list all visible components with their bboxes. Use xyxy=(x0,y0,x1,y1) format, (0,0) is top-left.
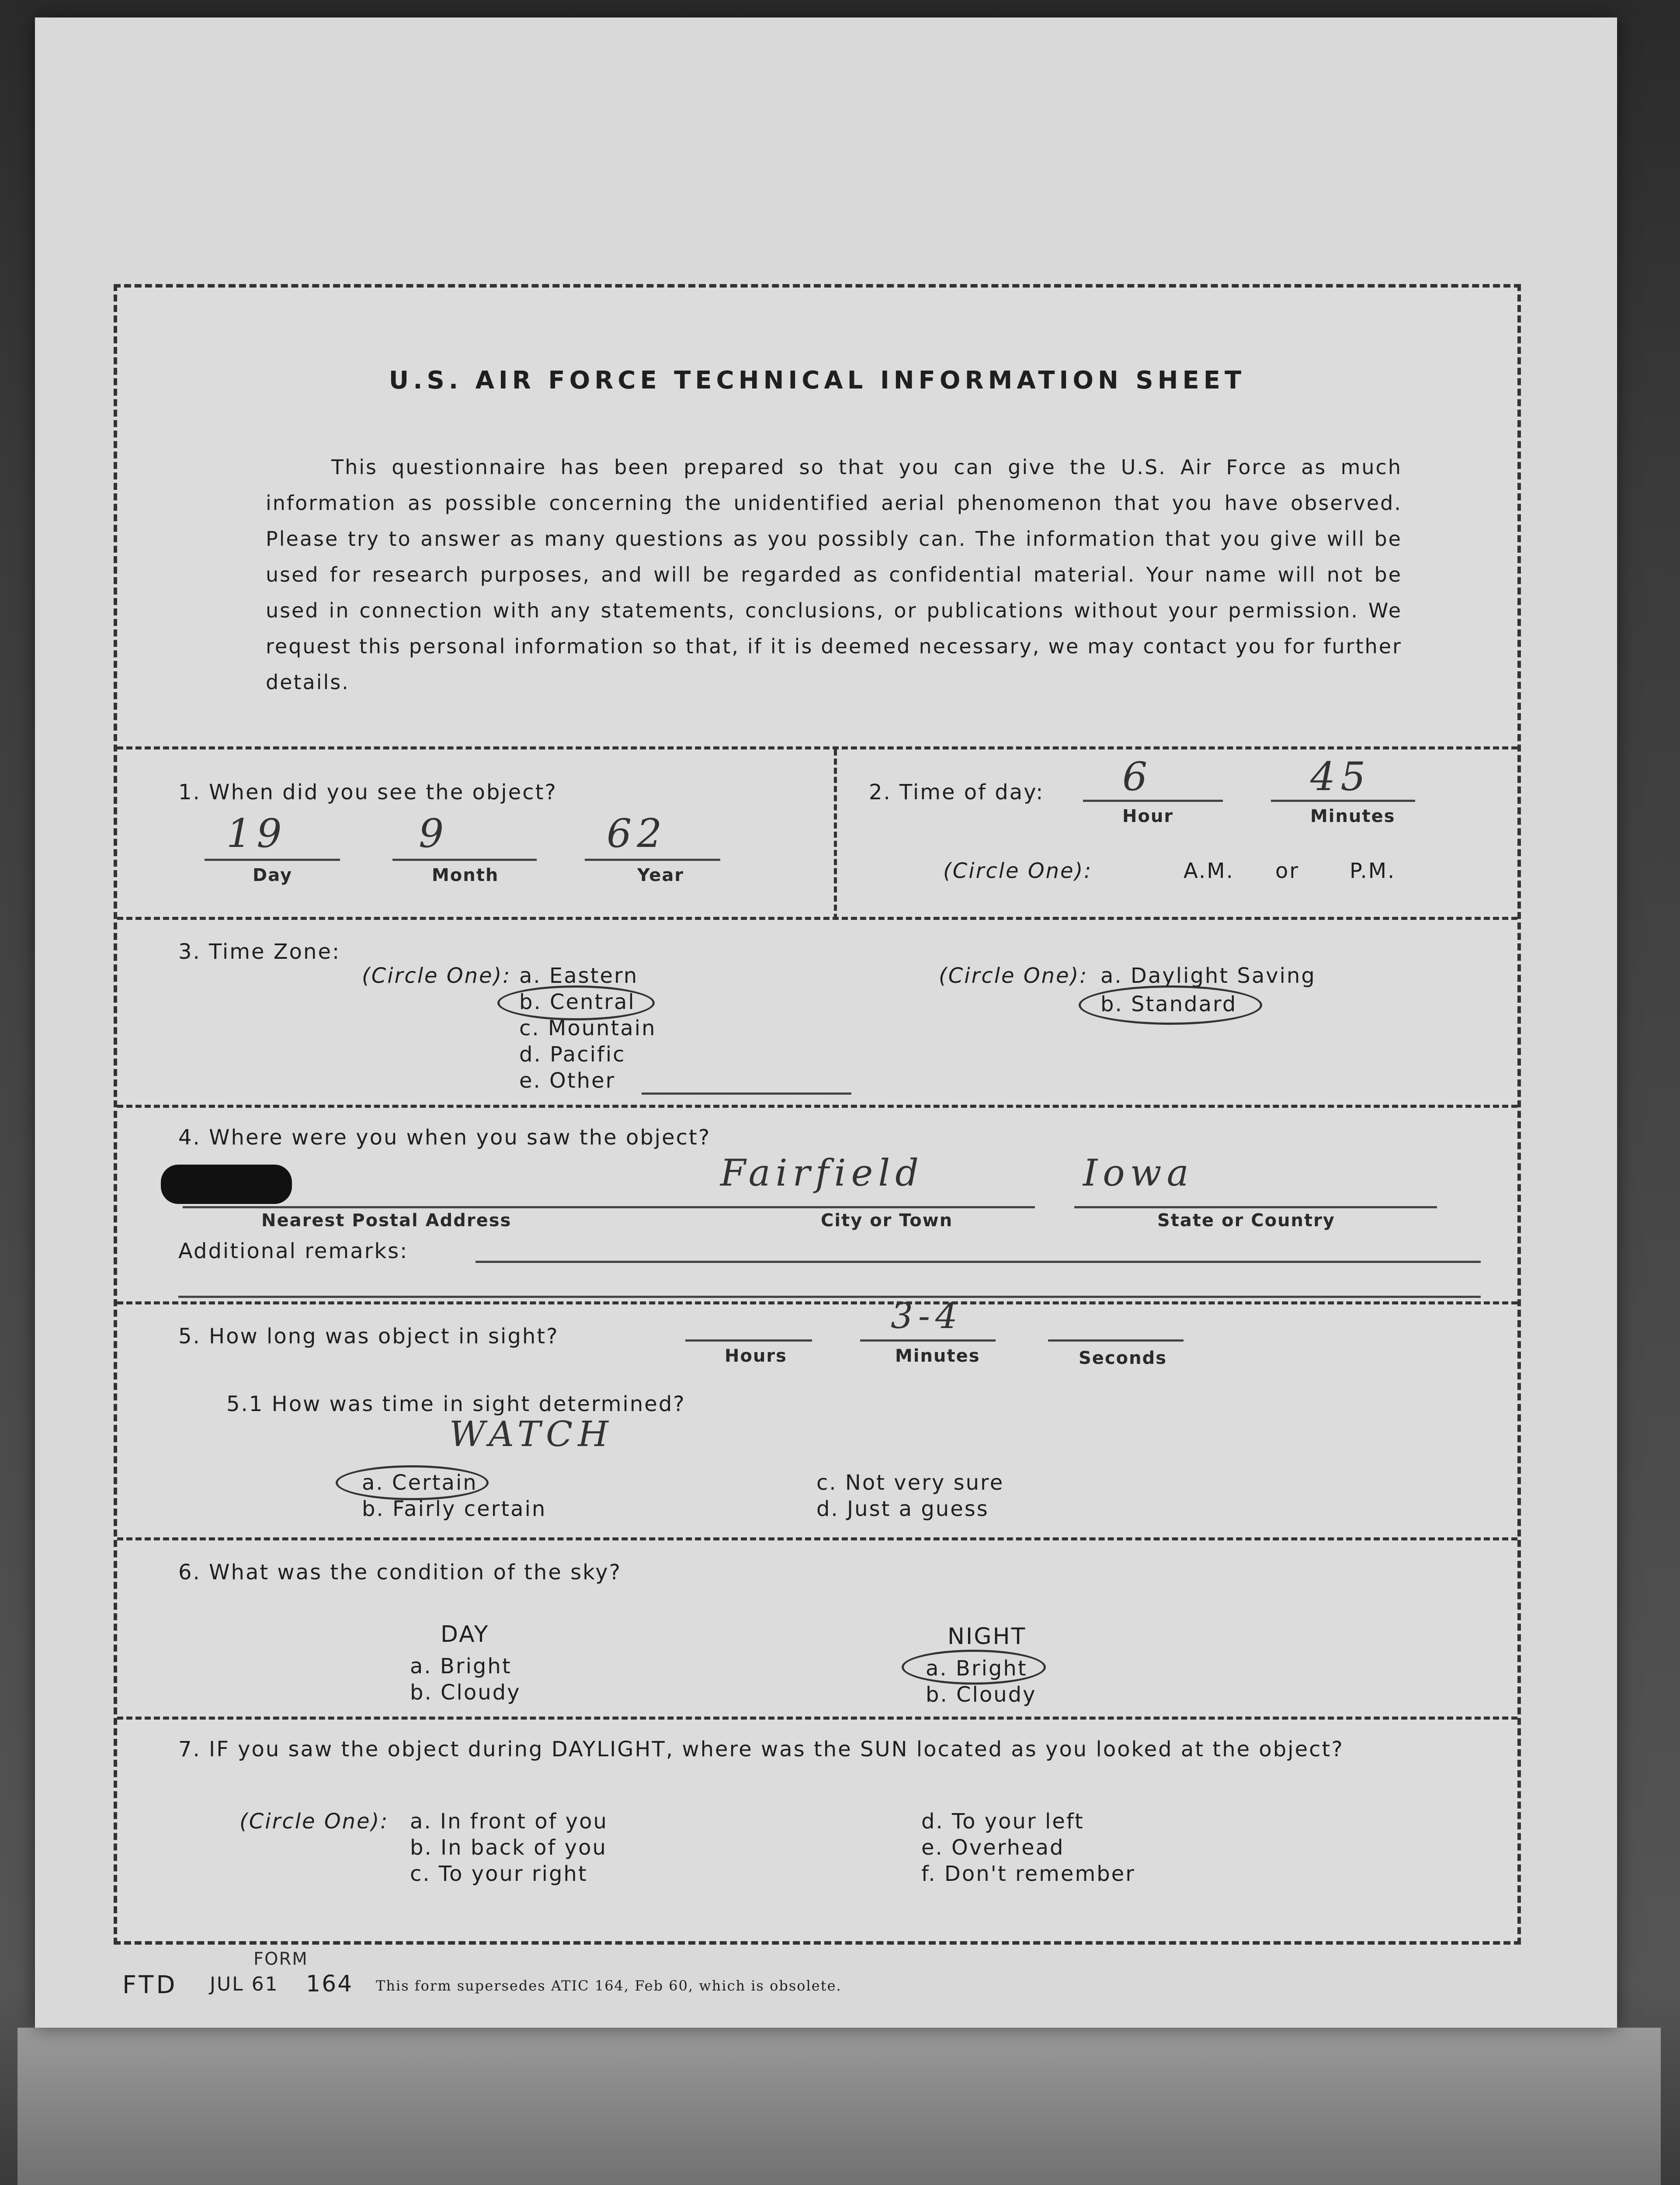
q3-option-daylight-saving: a. Daylight Saving xyxy=(1100,964,1316,988)
q3-dst-circle-one: (Circle One): xyxy=(939,964,1088,988)
q2-or: or xyxy=(1275,859,1300,883)
bright-circled-mark xyxy=(902,1650,1046,1685)
intro-paragraph: This questionnaire has been prepared so that you can give the U.S. Air Force as much information as possible concerning the unidentified aerial phenomenon that you have observed. Please try to answer as many questions as you possibly can. The information that you give will be used for research purposes, and will be regarded as confidential material. Your name will not be used in connection with any statements, conclusions, or publications without your permission. We request this personal information so that, if it is deemed necessary, we may contact you for further details. xyxy=(266,455,1402,694)
scan-lower-area xyxy=(17,2028,1661,2185)
q6-night-option-cloudy: b. Cloudy xyxy=(926,1682,1037,1707)
section-sky-condition xyxy=(117,1537,1517,1717)
section-time-zone xyxy=(117,917,1517,1105)
q6-night-option-bright: a. Bright xyxy=(926,1656,1027,1681)
q4-city-label: City or Town xyxy=(821,1210,953,1231)
footer-note: This form supersedes ATIC 164, Feb 60, which is obsolete. xyxy=(376,1977,842,1994)
q1-day-value: 19 xyxy=(226,811,287,857)
q6-day-option-cloudy: b. Cloudy xyxy=(410,1680,521,1705)
q1-month-label: Month xyxy=(432,865,499,885)
q7-option-left: d. To your left xyxy=(921,1809,1084,1834)
q2-pm: P.M. xyxy=(1350,859,1396,883)
q5-minutes-label: Minutes xyxy=(895,1346,980,1366)
q3-circle-one: (Circle One): xyxy=(362,964,511,988)
q51-option-not-very-sure: c. Not very sure xyxy=(816,1471,1004,1495)
q7-option-in-back: b. In back of you xyxy=(410,1835,607,1860)
q2-hour-label: Hour xyxy=(1122,806,1174,826)
standard-circled-mark xyxy=(1079,985,1262,1025)
q2-circle-one: (Circle One): xyxy=(943,859,1093,883)
q3-option-eastern: a. Eastern xyxy=(519,964,639,988)
q4-question: 4. Where were you when you saw the object? xyxy=(178,1125,711,1150)
footer-form-label: FORM xyxy=(253,1949,308,1969)
q3-option-pacific: d. Pacific xyxy=(519,1042,626,1067)
footer-form-number: 164 xyxy=(306,1971,354,1997)
q6-day-option-bright: a. Bright xyxy=(410,1654,512,1679)
q51-option-just-a-guess: d. Just a guess xyxy=(816,1497,989,1521)
q7-circle-one: (Circle One): xyxy=(240,1809,389,1834)
q7-question: 7. IF you saw the object during DAYLIGHT, where was the SUN located as you looked at the object? xyxy=(178,1737,1344,1762)
q1-year-label: Year xyxy=(637,865,684,885)
footer-date: JUL 61 xyxy=(210,1973,279,1995)
q1-year-value: 62 xyxy=(607,811,667,857)
q5-minutes-value: 3-4 xyxy=(891,1296,963,1336)
q4-state-value: Iowa xyxy=(1083,1151,1194,1194)
q5-seconds-label: Seconds xyxy=(1079,1348,1167,1368)
section-location xyxy=(117,1105,1517,1301)
q2-minutes-value: 45 xyxy=(1310,754,1371,800)
q51-option-fairly-certain: b. Fairly certain xyxy=(362,1497,547,1521)
q6-question: 6. What was the condition of the sky? xyxy=(178,1560,622,1585)
q5-hours-label: Hours xyxy=(725,1346,787,1366)
q4-postal-label: Nearest Postal Address xyxy=(261,1210,512,1231)
q4-remarks-label: Additional remarks: xyxy=(178,1239,409,1263)
q1-question: 1. When did you see the object? xyxy=(178,780,557,805)
q1-day-label: Day xyxy=(253,865,293,885)
section-duration xyxy=(117,1296,1517,1537)
q2-hour-value: 6 xyxy=(1122,754,1153,800)
q5-question: 5. How long was object in sight? xyxy=(178,1324,559,1349)
paper-sheet xyxy=(35,17,1617,2028)
information-form xyxy=(114,284,1521,1945)
q3-option-other: e. Other xyxy=(519,1068,616,1093)
q2-minutes-label: Minutes xyxy=(1310,806,1395,826)
q3-option-central: b. Central xyxy=(519,990,635,1014)
q4-city-value: Fairfield xyxy=(720,1151,924,1194)
section-sun-position xyxy=(117,1717,1517,1944)
section-date-time xyxy=(117,746,1517,917)
q51-question: 5.1 How was time in sight determined? xyxy=(226,1392,686,1416)
q3-option-standard: b. Standard xyxy=(1100,992,1237,1016)
q4-state-label: State or Country xyxy=(1157,1210,1335,1231)
q7-option-dont-remember: f. Don't remember xyxy=(921,1862,1135,1886)
q7-option-in-front: a. In front of you xyxy=(410,1809,608,1834)
q2-question: 2. Time of day: xyxy=(869,780,1045,805)
q2-am: A.M. xyxy=(1184,859,1234,883)
central-circled-mark xyxy=(497,985,655,1020)
q1-month-value: 9 xyxy=(419,811,449,857)
q51-method-value: WATCH xyxy=(449,1414,614,1454)
q6-night-label: NIGHT xyxy=(948,1623,1027,1650)
q6-day-label: DAY xyxy=(441,1621,489,1647)
q7-option-right: c. To your right xyxy=(410,1862,588,1886)
q7-option-overhead: e. Overhead xyxy=(921,1835,1065,1860)
q3-option-mountain: c. Mountain xyxy=(519,1016,656,1040)
footer-ftd: FTD xyxy=(122,1971,178,1999)
q3-question: 3. Time Zone: xyxy=(178,940,341,964)
certain-circled-mark xyxy=(336,1465,489,1500)
redaction-mark xyxy=(161,1165,292,1204)
q51-option-certain: a. Certain xyxy=(362,1471,478,1495)
form-title: U.S. AIR FORCE TECHNICAL INFORMATION SHEET xyxy=(389,366,1246,395)
